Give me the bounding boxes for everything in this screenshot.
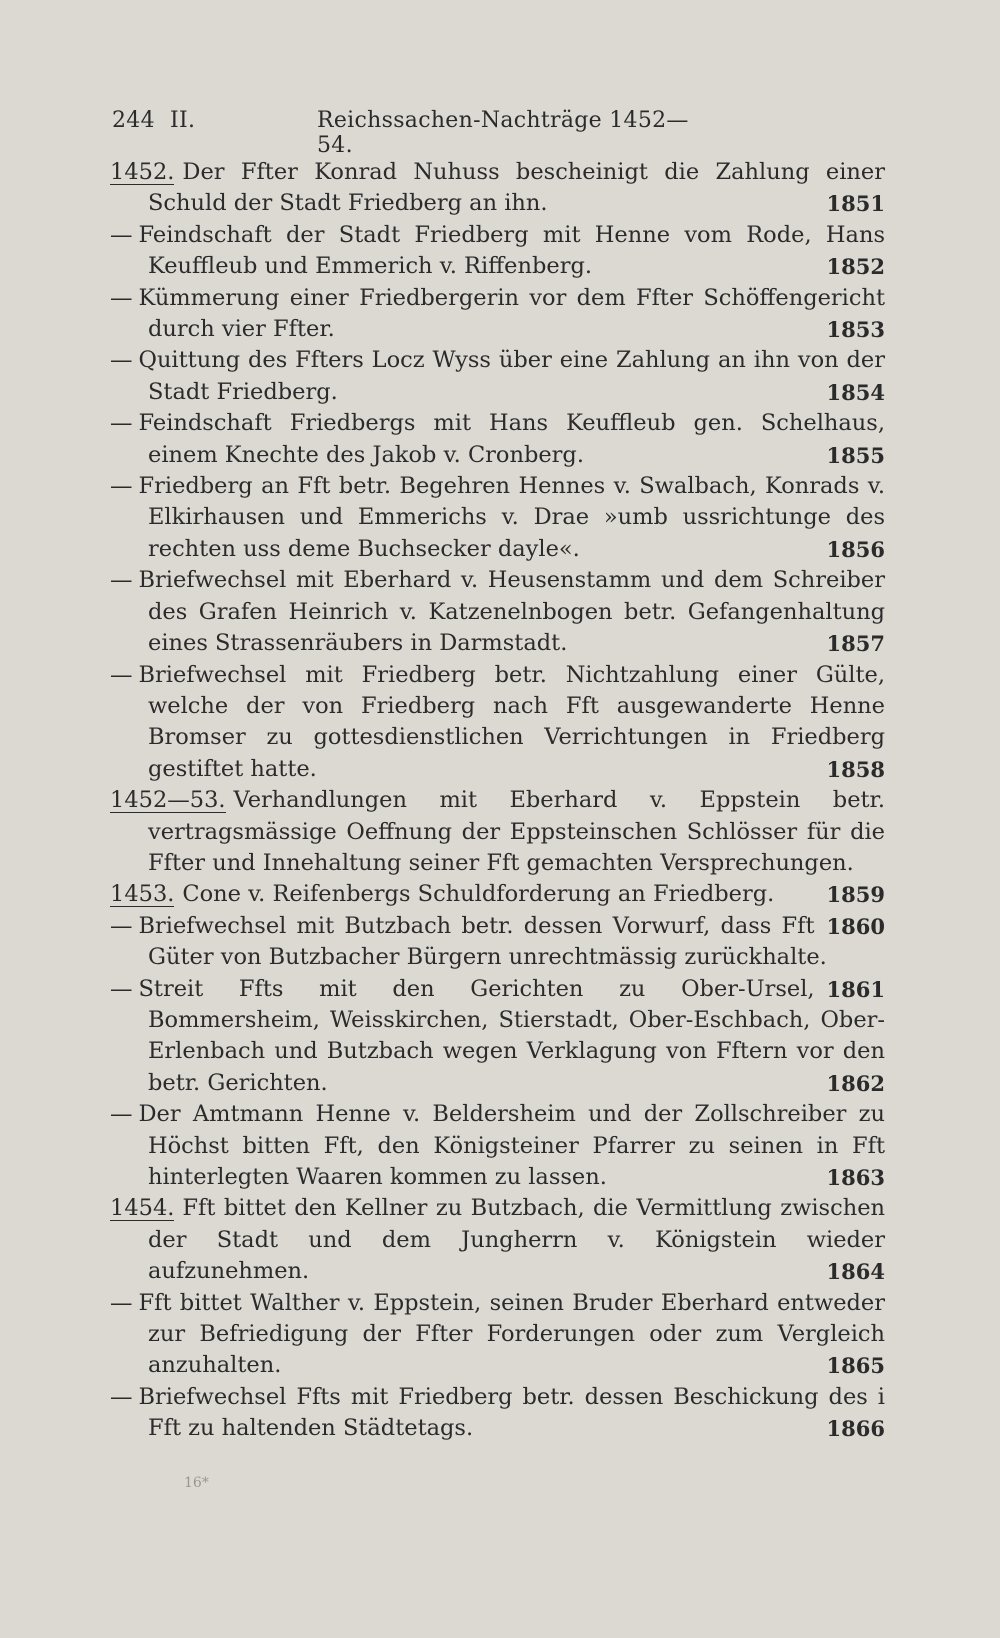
entry-text: Cone v. Reifenbergs Schuldforderung an Friedberg. [182, 881, 775, 908]
entry-number: 1852 [826, 254, 885, 280]
entry-text: Feindschaft Friedbergs mit Hans Keuffleub gen. Schelhaus, einem Knechte des Jakob v. Cronberg. [138, 410, 885, 468]
entry-dash: — [110, 1289, 133, 1316]
entry-text: Verhandlungen mit Eberhard v. Eppstein betr. vertragsmässige Oeffnung der Eppsteinschen Schlösser für die Ffter und Innehaltung seiner Fft gemachten Versprechungen. [148, 787, 885, 876]
footer-mark: 16* [184, 1475, 209, 1491]
list-item [110, 283, 885, 346]
list-item [110, 471, 885, 565]
entry-dash: — [110, 567, 133, 594]
entry-list [110, 157, 885, 1445]
entry-dash: — [110, 661, 133, 688]
list-item [110, 1193, 885, 1287]
entry-text: Briefwechsel mit Eberhard v. Heusenstamm und dem Schreiber des Grafen Heinrich v. Katzenelnbogen betr. Gefangenhaltung eines Strassenräubers in Darmstadt. [138, 567, 885, 657]
list-item [110, 408, 885, 471]
entry-number: 1854 [826, 379, 885, 405]
entry-number: 1856 [826, 536, 885, 562]
entry-text: Fft bittet den Kellner zu Butzbach, die Vermittlung zwischen der Stadt und dem Jungherrn v. Königstein wieder aufzunehmen. [148, 1195, 885, 1285]
section-number: II. [170, 108, 196, 133]
entry-text: Streit Ffts mit den Gerichten zu Ober-Ursel, Bommersheim, Weisskirchen, Stierstadt, Ober-Eschbach, Ober-Erlenbach und Butzbach wegen Verklagung von Fftern vor den betr. Gerichten. [138, 975, 885, 1096]
list-item [110, 565, 885, 659]
entry-year: 1454. [110, 1195, 175, 1222]
list-item [110, 157, 885, 220]
entry-text: Briefwechsel mit Friedberg betr. Nichtzahlung einer Gülte, welche der von Friedberg nach Fft ausgewanderte Henne Bromser zu gottesdienstlichen Verrichtungen in Friedberg gestiftet hatte. [138, 661, 885, 782]
entry-number: 1853 [826, 317, 885, 343]
entry-number: 1862 [826, 1070, 885, 1096]
entry-dash: — [110, 410, 133, 437]
entry-number: 1858 [826, 756, 885, 782]
list-item [110, 345, 885, 408]
entry-number: 1861 [826, 976, 885, 1002]
entry-dash: — [110, 912, 133, 939]
entry-number: 1863 [826, 1165, 885, 1190]
entry-year: 1452. [110, 159, 175, 185]
entry-dash: — [110, 347, 133, 374]
list-item [110, 1382, 885, 1445]
list-item [110, 911, 885, 1002]
entry-year: 1453. [110, 881, 175, 908]
entry-text: Friedberg an Fft betr. Begehren Hennes v. Swalbach, Konrads v. Elkirhausen und Emmerichs v. Drae »umb ussrichtunge des rechten uss deme Buchsecker dayle«. [138, 473, 885, 562]
entry-text: Feindschaft der Stadt Friedberg mit Henne vom Rode, Hans Keuffleub und Emmerich v. Riffenberg. [138, 221, 885, 280]
list-item [110, 1099, 885, 1193]
entry-number: 1855 [826, 442, 885, 468]
entry-text: Kümmerung einer Friedbergerin vor dem Ffter Schöffengericht durch vier Ffter. [138, 284, 885, 343]
entry-number: 1866 [826, 1416, 885, 1442]
running-title: Reichssachen-Nachträge 1452—54. [317, 108, 689, 158]
list-item [110, 660, 885, 786]
list-item [110, 879, 885, 939]
entry-number: 1859 [826, 882, 885, 908]
entry-dash: — [110, 975, 133, 1002]
entry-number: 1860 [826, 913, 885, 939]
entry-dash: — [110, 221, 133, 248]
entry-year: 1452—53. [110, 787, 226, 814]
entry-number: 1851 [826, 191, 885, 217]
entry-dash: — [110, 1383, 133, 1410]
entry-number: 1864 [826, 1259, 885, 1285]
entry-dash: — [110, 284, 133, 311]
page-number: 244 [112, 108, 155, 133]
entry-text: Der Ffter Konrad Nuhuss bescheinigt die Zahlung einer Schuld der Stadt Friedberg an ihn. [148, 159, 885, 217]
list-item [110, 220, 885, 283]
entry-text: Der Amtmann Henne v. Beldersheim und der Zollschreiber zu Höchst bitten Fft, den Königsteiner Pfarrer zu seinen in Fft hinterlegten Waaren kommen zu lassen. [138, 1101, 885, 1190]
entry-dash: — [110, 473, 133, 500]
list-item [110, 974, 885, 1100]
entry-number: 1857 [826, 631, 885, 657]
entry-text: Fft bittet Walther v. Eppstein, seinen Bruder Eberhard entweder zur Befriedigung der Ffter Forderungen oder zum Vergleich anzuhalten. [138, 1289, 885, 1379]
entry-number: 1865 [826, 1353, 885, 1379]
entry-text: Quittung des Ffters Locz Wyss über eine Zahlung an ihn von der Stadt Friedberg. [138, 347, 885, 405]
entry-text: Briefwechsel mit Butzbach betr. dessen Vorwurf, dass Fft Güter von Butzbacher Bürgern unrechtmässig zurückhalte. [138, 912, 827, 971]
entry-text: Briefwechsel Ffts mit Friedberg betr. dessen Beschickung des i Fft zu haltenden Städtetags. [138, 1383, 885, 1442]
list-item [110, 1288, 885, 1382]
entry-dash: — [110, 1101, 133, 1128]
